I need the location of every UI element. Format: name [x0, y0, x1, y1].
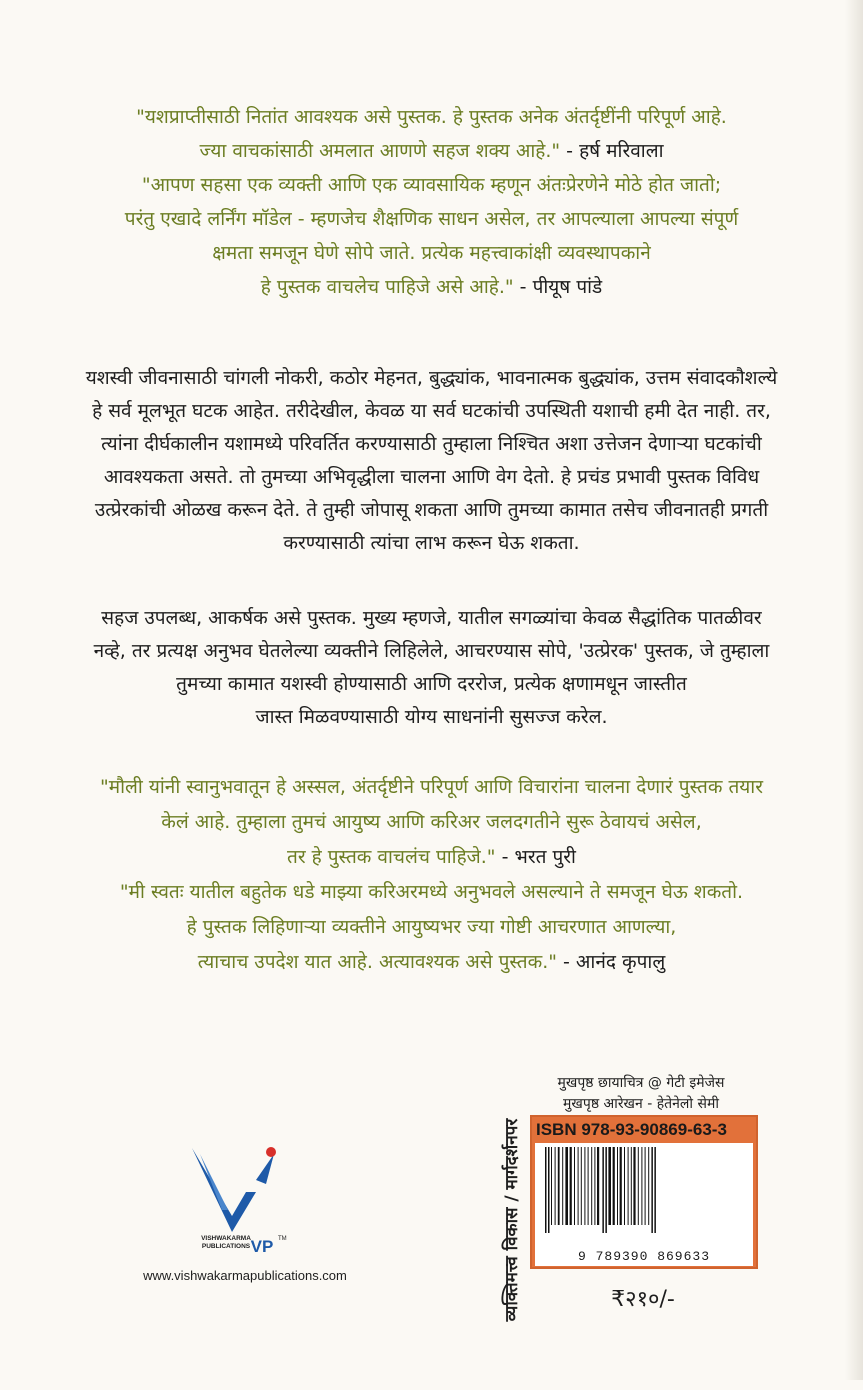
barcode-bar — [645, 1147, 646, 1225]
quote-line: ज्या वाचकांसाठी अमलात आणणे सहज शक्य आहे." - हर्ष मरिवाला — [199, 140, 664, 162]
barcode-bar — [588, 1147, 589, 1225]
barcode-bar — [654, 1147, 656, 1233]
barcode-bar — [648, 1147, 649, 1225]
barcode-bar — [574, 1147, 575, 1225]
paragraph-line: हे सर्व मूलभूत घटक आहेत. तरीदेखील, केवळ या सर्व घटकांची उपस्थिती यशाची हमी देत नाही. तर, — [92, 400, 771, 422]
quote-author: - आनंद कृपालु — [557, 951, 666, 973]
isbn-number: ISBN 978-93-90869-63-3 — [536, 1120, 727, 1139]
logo-name-line-2: PUBLICATIONS — [201, 1243, 251, 1250]
quote-line: क्षमता समजून घेणे सोपे जाते. प्रत्येक महत्त्वाकांक्षी व्यवस्थापकाने — [212, 242, 651, 264]
barcode-bar — [581, 1147, 582, 1225]
barcode-bar — [570, 1147, 572, 1225]
logo-trademark: TM — [278, 1236, 287, 1242]
isbn-barcode-box — [530, 1115, 758, 1269]
design-credit: मुखपृष्ठ आरेखन - हेतेनेलो सेमी — [563, 1096, 719, 1112]
barcode-bar — [608, 1147, 611, 1225]
paragraph-line: नव्हे, तर प्रत्यक्ष अनुभव घेतलेल्या व्यक्तीने लिहिलेले, आचरण्यास सोपे, 'उत्प्रेरक' पुस्तक, जे तुम्हाला — [93, 640, 770, 662]
cover-edge — [845, 0, 863, 1380]
barcode-bar — [613, 1147, 615, 1225]
quote-line: "मौली यांनी स्वानुभवातून हे अस्सल, अंतर्दृष्टीने परिपूर्ण आणि विचारांना चालना देणारं पुस्तक तयार — [99, 776, 763, 798]
barcode-bar — [628, 1147, 629, 1225]
photo-credit: मुखपृष्ठ छायाचित्र @ गेटी इमेजेस — [557, 1075, 725, 1091]
publisher-logo — [170, 1140, 320, 1270]
barcode-bar — [558, 1147, 560, 1225]
paragraph-line: उत्प्रेरकांची ओळख करून देते. ते तुम्ही जोपासू शकता आणि तुमच्या कामात तसेच जीवनातही प्रगती — [94, 499, 769, 521]
barcode-bar — [602, 1147, 604, 1233]
quote-author: - भरत पुरी — [495, 846, 576, 868]
barcode-bar — [545, 1147, 547, 1233]
barcode-bar — [565, 1147, 568, 1225]
barcode-bar — [617, 1147, 618, 1225]
barcode-bar — [562, 1147, 563, 1225]
barcode-bar — [641, 1147, 642, 1225]
barcode-bar — [548, 1147, 550, 1233]
quote-author: - हर्ष मरिवाला — [560, 140, 664, 162]
barcode-bar — [631, 1147, 632, 1225]
description-paragraph-1 — [30, 362, 833, 560]
barcode-icon — [541, 1147, 747, 1245]
logo-v-accent-icon — [200, 1154, 228, 1210]
logo-v-shape-icon — [192, 1148, 256, 1232]
barcode-bar — [551, 1147, 552, 1225]
description-paragraph-2 — [30, 602, 833, 734]
category-text: व्यक्तिमत्त्व विकास / मार्गदर्शनपर — [502, 1118, 522, 1322]
barcode-bar — [555, 1147, 556, 1225]
barcode-area — [535, 1143, 753, 1266]
paragraph-line: जास्त मिळवण्यासाठी योग्य साधनांनी सुसज्ज करेल. — [255, 706, 608, 728]
barcode-bar — [638, 1147, 639, 1225]
publisher-website[interactable]: www.vishwakarmapublications.com — [143, 1268, 347, 1283]
cover-credits — [528, 1073, 754, 1115]
barcode-bar — [591, 1147, 592, 1225]
quote-line: केलं आहे. तुम्हाला तुमचं आयुष्य आणि करिअर जलदगतीने सुरू ठेवायचं असेल, — [161, 811, 702, 833]
quote-line: हे पुस्तक लिहिणाऱ्या व्यक्तीने आयुष्यभर ज्या गोष्टी आचरणात आणल्या, — [186, 916, 677, 938]
quote-line: हे पुस्तक वाचलेच पाहिजे असे आहे." - पीयूष पांडे — [260, 276, 603, 298]
barcode-bar — [597, 1147, 599, 1225]
barcode-bar — [651, 1147, 653, 1233]
quote-author: - पीयूष पांडे — [513, 276, 603, 298]
barcode-bar — [605, 1147, 607, 1233]
barcode-bar — [578, 1147, 579, 1225]
paragraph-line: तुमच्या कामात यशस्वी होण्यासाठी आणि दररोज, प्रत्येक क्षणामधून जास्तीत — [176, 673, 687, 695]
quote-line: "आपण सहसा एक व्यक्ती आणि एक व्यावसायिक म्हणून अंतःप्रेरणेने मोठे होत जातो; — [141, 174, 722, 196]
barcode-bar — [594, 1147, 595, 1225]
quote-line: त्याचाच उपदेश यात आहे. अत्यावश्यक असे पुस्तक." - आनंद कृपालु — [197, 951, 666, 973]
paragraph-line: त्यांना दीर्घकालीन यशामध्ये परिवर्तित करण्यासाठी तुम्हाला निश्चित अशा उत्तेजन देणाऱ्या घटकांची — [101, 433, 762, 455]
barcode-bar — [624, 1147, 625, 1225]
quote-line: "मी स्वतः यातील बहुतेक धडे माझ्या करिअरमध्ये अनुभवले असल्याने ते समजून घेऊ शकतो. — [119, 881, 744, 903]
paragraph-line: आवश्यकता असते. तो तुमच्या अभिवृद्धीला चालना आणि वेग देतो. हे प्रचंड प्रभावी पुस्तक विविध — [103, 466, 760, 488]
paragraph-line: सहज उपलब्ध, आकर्षक असे पुस्तक. मुख्य म्हणजे, यातील सगळ्यांचा केवळ सैद्धांतिक पातळीवर — [101, 607, 762, 629]
paragraph-line: करण्यासाठी त्यांचा लाभ करून घेऊ शकता. — [283, 532, 580, 554]
barcode-bar — [584, 1147, 585, 1225]
testimonial-quotes-bottom — [40, 770, 823, 980]
paragraph-line: यशस्वी जीवनासाठी चांगली नोकरी, कठोर मेहनत, बुद्ध्यांक, भावनात्मक बुद्ध्यांक, उत्तम संवादकौशल्ये — [85, 367, 778, 389]
testimonial-quotes-top — [40, 100, 823, 304]
logo-dot-icon — [266, 1147, 276, 1157]
quote-line: तर हे पुस्तक वाचलंच पाहिजे." - भरत पुरी — [287, 846, 576, 868]
logo-name-line-1: VISHWAKARMA — [201, 1235, 251, 1242]
logo-pen-icon — [256, 1154, 274, 1184]
quote-line: परंतु एखादे लर्निंग मॉडेल - म्हणजेच शैक्षणिक साधन असेल, तर आपल्याला आपल्या संपूर्ण — [124, 208, 739, 230]
barcode-bar — [633, 1147, 635, 1225]
barcode-bar — [620, 1147, 622, 1225]
price: ₹२१०/- — [611, 1287, 675, 1312]
barcode-digits: 9 789390 869633 — [577, 1249, 711, 1264]
logo-mark-vp: VP — [250, 1237, 274, 1256]
quote-line: "यशप्राप्तीसाठी नितांत आवश्यक असे पुस्तक. हे पुस्तक अनेक अंतर्दृष्टींनी परिपूर्ण आहे. — [136, 106, 727, 128]
